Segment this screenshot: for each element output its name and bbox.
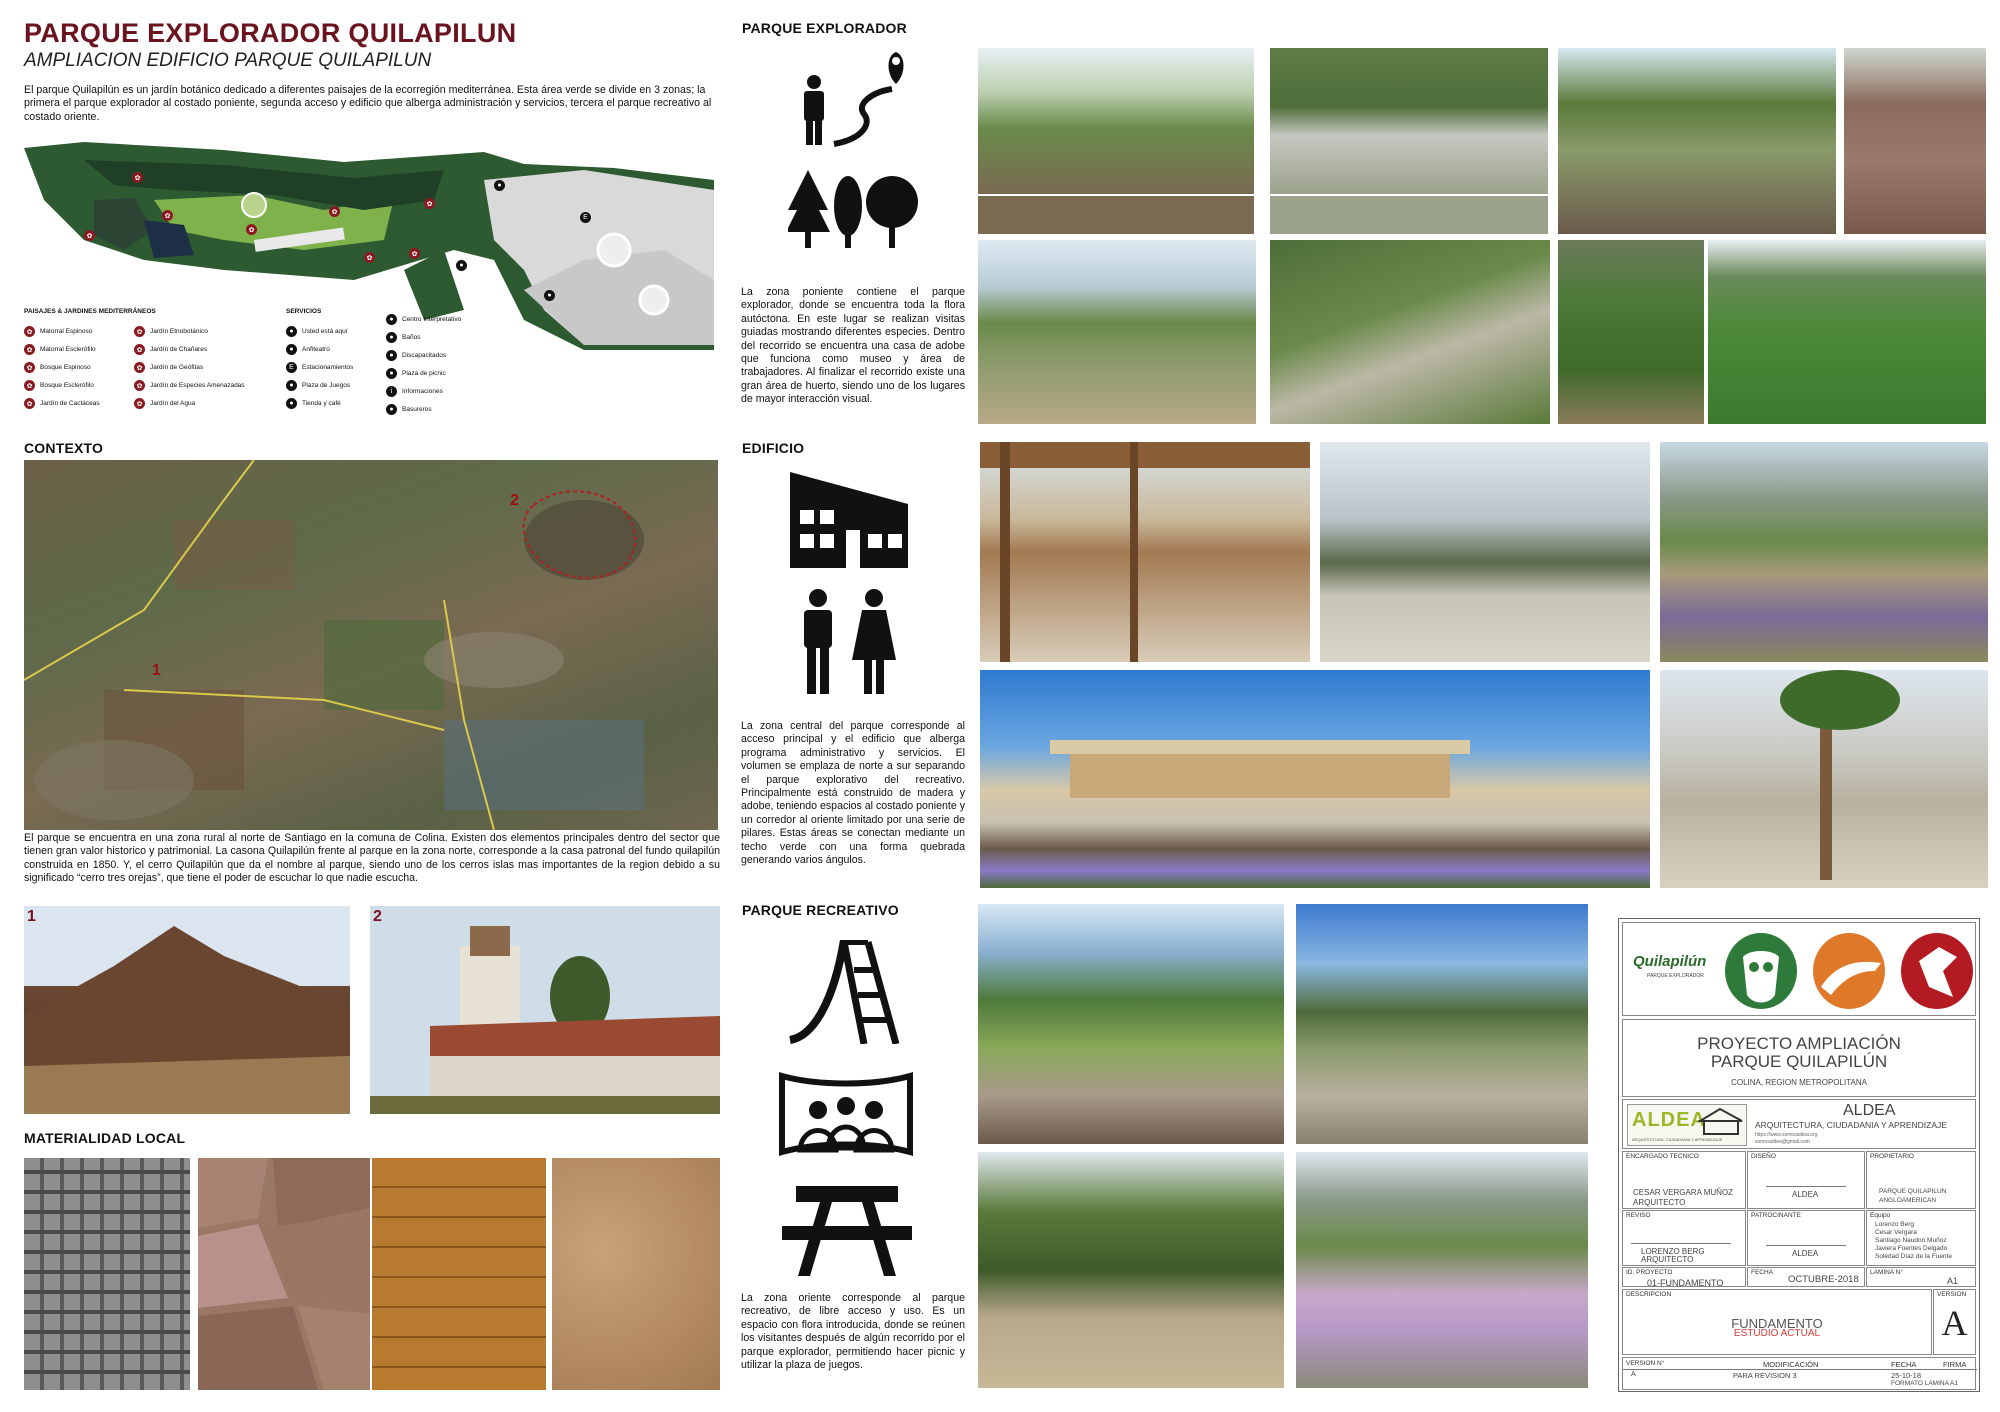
explorador-photo-1-ground [978, 196, 1254, 234]
explorador-photo-8 [1708, 240, 1986, 424]
legend-item: ● Centro Interpretativo [386, 314, 461, 325]
playground-icon: ● [286, 380, 297, 391]
landscape-icon: ✿ [134, 326, 145, 337]
amphitheater-icon: ● [286, 344, 297, 355]
map-service-icon: ● [456, 260, 467, 271]
map-marker-icon: ✿ [364, 252, 375, 263]
legend-item: ✿ Bosque Espinoso [24, 362, 91, 373]
photo-label-2: 2 [373, 908, 382, 925]
aldea-web-link[interactable]: https://www.somosaldea.org [1755, 1132, 1818, 1138]
intro-text: El parque Quilapilún es un jardín botánico dedicado a diferentes paisajes de la ecorregión mediterránea. Esta área verde se divide en 3 zonas; la primera el parque explorador al costado poniente, segunda acceso y edificio que alberga administración y servicios, tercera el parque recreativo al costado oriente. [24, 84, 712, 123]
explorador-photo-4 [1844, 48, 1986, 234]
legend-item: ✿ Jardín Etnobotánico [134, 326, 208, 337]
equipo-cell: Equipo Lorenzo Berg Cesar Vergara Santiago Naudon Muñoz Javiera Fuentes Delgado Soledad Díaz de la Fuente [1866, 1210, 1976, 1266]
landscape-icon: ✿ [24, 362, 35, 373]
page-title: PARQUE EXPLORADOR QUILAPILUN [24, 18, 517, 48]
recreativo-heading: PARQUE RECREATIVO [742, 902, 899, 918]
map-service-icon: ● [494, 180, 505, 191]
info-icon: i [386, 386, 397, 397]
picnic-icon: ● [386, 368, 397, 379]
legend-item: ✿ Matorral Esclerófilo [24, 344, 96, 355]
map-service-icon: ● [544, 290, 555, 301]
audience-screen-icon [778, 1072, 914, 1156]
descripcion-cell: DESCRIPCION FUNDAMENTO ESTUDIO ACTUAL [1622, 1289, 1932, 1355]
fecha-cell: FECHA OCTUBRE-2018 [1747, 1267, 1865, 1287]
explorador-text: La zona poniente contiene el parque explorador, donde se encuentra toda la flora autóctona. En este lugar se realizan visitas guiadas mostrando diferentes especies. Dentro del recorrido se encuentra una casa de adobe que funciona como museo y área de trabajadores. Al finalizar el recorrido existe una gran área de huerto, siendo uno de los lugares de mayor interacción visual. [741, 286, 965, 406]
contexto-heading: CONTEXTO [24, 440, 104, 456]
legend-item: E Estacionamientos [286, 362, 353, 373]
project-title-line2: PARQUE QUILAPILÚN [1710, 1052, 1888, 1071]
explorador-photo-2 [1270, 48, 1548, 194]
person-trail-icon [792, 44, 922, 148]
house-icon [1698, 1107, 1744, 1135]
landscape-icon: ✿ [24, 380, 35, 391]
legend-item: ✿ Jardín de Chañares [134, 344, 207, 355]
restroom-icon: ● [386, 332, 397, 343]
legend-item: ● Anfiteatro [286, 344, 330, 355]
map-label-1: 1 [152, 662, 161, 679]
explorador-heading: PARQUE EXPLORADOR [742, 20, 907, 36]
aldea-logo: ALDEA ARQUITECTURA, CIUDADANIA Y APRENDIZAJE [1627, 1104, 1747, 1146]
materialidad-heading: MATERIALIDAD LOCAL [24, 1130, 186, 1146]
recreativo-photo-2 [1296, 904, 1588, 1144]
map-label-2: 2 [510, 492, 519, 509]
legend-item: ✿ Jardín de Cactáceas [24, 398, 100, 409]
legend-item: ● Plaza de Juegos [286, 380, 350, 391]
recreativo-photo-4 [1296, 1152, 1588, 1388]
explorador-photo-6 [1270, 240, 1550, 424]
fox-logo-icon [1899, 931, 1975, 1011]
id-proyecto-cell: ID. PROYECTO 01-FUNDAMENTO [1622, 1267, 1746, 1287]
legend-item: i Informaciones [386, 386, 443, 397]
owl-logo-icon [1723, 931, 1799, 1011]
aldea-name: ALDEA [1843, 1102, 1896, 1119]
map-marker-icon: ✿ [409, 248, 420, 259]
reviso-cell: REVISO LORENZO BERG ARQUITECTO [1622, 1210, 1746, 1266]
propietario-cell: PROPIETARIO PARQUE QUILAPILUN ANGLOAMERICAN [1866, 1151, 1976, 1209]
map-marker-icon: ✿ [162, 210, 173, 221]
photo-label-1: 1 [27, 908, 36, 925]
trees-icon [788, 170, 918, 250]
legend-item: ● Usted está aquí [286, 326, 348, 337]
edificio-photo-3 [1660, 442, 1988, 662]
legend-item: ● Tienda y café [286, 398, 341, 409]
legend-item: ✿ Jardín del Agua [134, 398, 195, 409]
cobblestone-texture [24, 1158, 190, 1390]
quilapilun-logo: Quilapilún [1633, 953, 1707, 970]
building-icon [790, 472, 908, 568]
legend-title-paisajes: PAISAJES & JARDINES MEDITERRÁNEOS [24, 308, 156, 315]
location-icon: ● [286, 326, 297, 337]
accessibility-icon: ● [386, 350, 397, 361]
encargado-cell: ENCARGADO TECNICO CESAR VERGARA MUÑOZ ARQUITECTO [1622, 1151, 1746, 1209]
lizard-logo-icon [1811, 931, 1887, 1011]
quilapilun-logo-sub: PARQUE EXPLORADOR [1647, 973, 1704, 979]
parking-icon: E [286, 362, 297, 373]
aerial-map-photo [24, 460, 718, 830]
map-service-icon: E [580, 212, 591, 223]
logos-row [1622, 922, 1976, 1016]
landscape-icon: ✿ [134, 362, 145, 373]
landscape-icon: ✿ [24, 344, 35, 355]
aldea-email: somosaldea@gmail.com [1755, 1139, 1810, 1145]
legend-item: ✿ Jardín de Especies Amenazadas [134, 380, 245, 391]
diseno-cell: DISEÑO ALDEA [1747, 1151, 1865, 1209]
shop-icon: ● [286, 398, 297, 409]
edificio-text: La zona central del parque corresponde al acceso principal y el edificio que alberga programa administrativo y servicios. El volumen se emplaza de norte a sur separando el parque explorativo del recreativo. Principalmente está construido de madera y adobe, teniendo espacios al costado poniente y un corredor al oriente limitado por una serie de pilares. Estas áreas se conectan mediante un techo verde con una forma quebrada generando varios ángulos. [741, 720, 965, 867]
landscape-icon: ✿ [134, 398, 145, 409]
aldea-tagline: ARQUITECTURA, CIUDADANIA Y APRENDIZAJE [1755, 1120, 1947, 1130]
landscape-icon: ✿ [134, 380, 145, 391]
project-location: COLINA, REGION METROPOLITANA [1731, 1078, 1867, 1087]
restroom-people-icon [796, 588, 900, 696]
project-title-line1: PROYECTO AMPLIACIÓN [1697, 1034, 1901, 1053]
casona-photo [370, 906, 720, 1114]
recreativo-photo-1 [978, 904, 1284, 1144]
project-title-box [1622, 1019, 1976, 1097]
title-block [1618, 918, 1980, 1392]
legend-item: ● Baños [386, 332, 420, 343]
adobe-texture [552, 1158, 720, 1390]
explorador-photo-2-path [1270, 196, 1548, 234]
page-subtitle: AMPLIACION EDIFICIO PARQUE QUILAPILUN [24, 50, 432, 71]
stone-wall-texture [198, 1158, 370, 1390]
legend-item: ✿ Matorral Espinoso [24, 326, 92, 337]
version-cell: VERSION A [1933, 1289, 1976, 1355]
edificio-photo-5 [1660, 670, 1988, 888]
revision-table: VERSION N° MODIFICACIÓN FECHA FIRMA A PARA REVISION 3 25-10-18 FORMATO LAMINA A1 [1622, 1357, 1976, 1390]
landscape-icon: ✿ [24, 326, 35, 337]
slide-icon [784, 940, 900, 1044]
legend-item: ● Discapacitados [386, 350, 446, 361]
aldea-row [1622, 1099, 1976, 1149]
map-marker-icon: ✿ [329, 206, 340, 217]
picnic-table-icon [782, 1186, 912, 1276]
legend-item: ✿ Jardín de Geófitas [134, 362, 203, 373]
recreativo-text: La zona oriente corresponde al parque recreativo, de libre acceso y uso. Es un espacio con flora introducida, donde se reúnen los visitantes después de algún recorrido por el parque explorador, permitiendo hacer picnic y utilizar la plaza de juegos. [741, 1292, 965, 1372]
legend-item: ✿ Bosque Esclerófilo [24, 380, 94, 391]
legend-title-servicios: SERVICIOS [286, 308, 322, 315]
patrocinante-cell: PATROCINANTE ALDEA [1747, 1210, 1865, 1266]
cerro-photo [24, 906, 350, 1114]
trash-icon: ● [386, 404, 397, 415]
landscape-icon: ✿ [134, 344, 145, 355]
explorador-photo-1 [978, 48, 1254, 194]
edificio-photo-4 [980, 670, 1650, 888]
legend-item: ● Plaza de picnic [386, 368, 446, 379]
edificio-heading: EDIFICIO [742, 440, 805, 456]
map-marker-icon: ✿ [246, 224, 257, 235]
wood-texture [372, 1158, 546, 1390]
map-marker-icon: ✿ [132, 172, 143, 183]
landscape-icon: ✿ [24, 398, 35, 409]
explorador-photo-5 [978, 240, 1256, 424]
explorador-photo-3 [1558, 48, 1836, 234]
recreativo-photo-3 [978, 1152, 1284, 1388]
map-marker-icon: ✿ [84, 230, 95, 241]
explorador-photo-7 [1558, 240, 1704, 424]
map-marker-icon: ✿ [424, 198, 435, 209]
contexto-text: El parque se encuentra en una zona rural al norte de Santiago en la comuna de Colina. Existen dos elementos principales dentro del sector que tienen gran valor historico y patrimonial. La casona Quilapilún frente al parque en la zona norte, corresponde a la casa patronal del fundo quilapilún construida en 1850. Y, el cerro Quilapilún que da el nombre al parque, siendo uno de los cerros islas mas importantes de la region debido a su significado “cerro tres orejas”, que tiene el poder de escuchar lo que nadie escucha. [24, 832, 720, 885]
lamina-cell: LAMINA N° A1 [1866, 1267, 1976, 1287]
eye-icon: ● [386, 314, 397, 325]
legend-item: ● Basureros [386, 404, 432, 415]
edificio-photo-1 [980, 442, 1310, 662]
edificio-photo-2 [1320, 442, 1650, 662]
